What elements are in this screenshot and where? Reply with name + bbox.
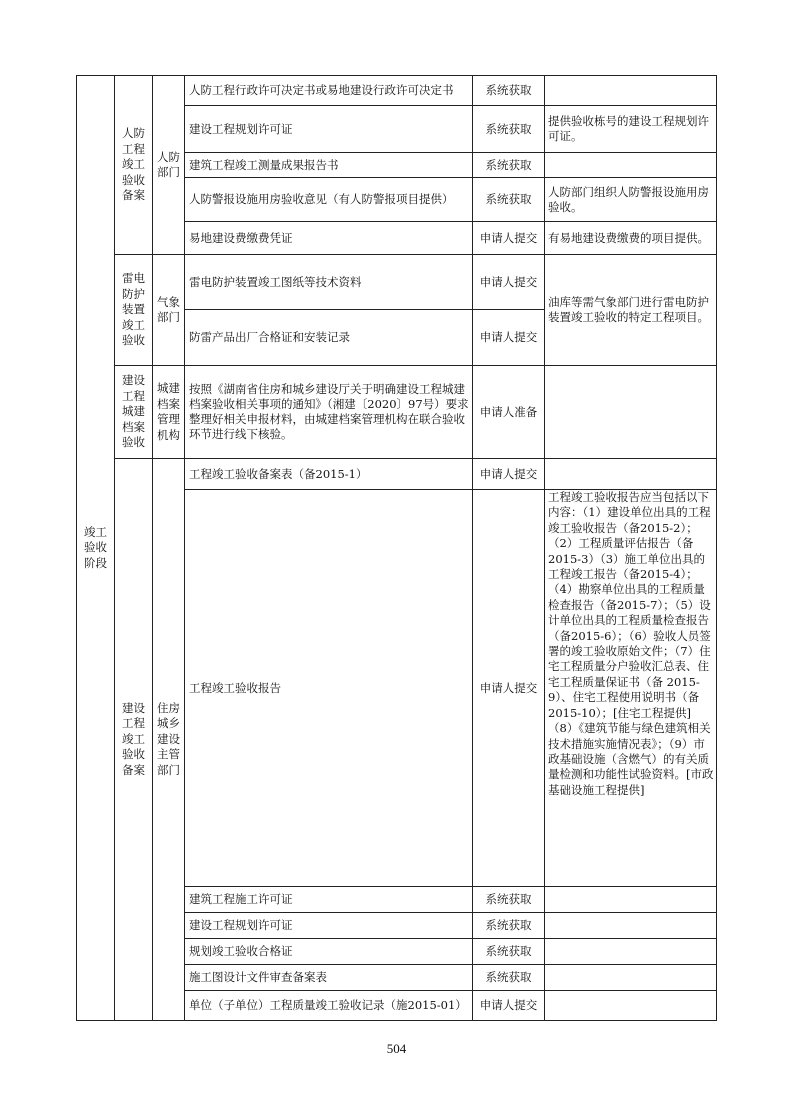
- material-cell: 人防警报设施用房验收意见（有人防警报项目提供）: [185, 178, 473, 222]
- source-cell: 系统获取: [473, 913, 545, 939]
- source-cell: 申请人提交: [473, 459, 545, 490]
- table-row: [77, 76, 717, 106]
- note-cell-report-contents: 工程竣工验收报告应当包括以下内容：（1）建设单位出具的工程竣工验收报告（备2015-2）；（2）工程质量评估报告（备2015-3）（3）施工单位出具的工程竣工报告（备2015-4）；（4）勘察单位出具的工程质量检查报告（备2015-7）；（5）设计单位出具的工程质量检查报告（备2015-6）；（6）验收人员签署的竣工验收原始文件；（7）住宅工程质量分户验收汇总表、住宅工程质量保证书（备 2015-9）、住宅工程使用说明书（备2015-10）；[住宅工程提供]（8）《建筑节能与绿色建筑相关技术措施实施情况表》；（9）市政基础设施（含燃气）的有关质量检测和功能性试验资料。[市政基础设施工程提供]: [545, 490, 717, 887]
- source-cell: 系统获取: [473, 965, 545, 991]
- department-cell-renfang: 人防部门: [153, 76, 185, 255]
- source-cell: 系统获取: [473, 887, 545, 913]
- note-cell: [545, 991, 717, 1021]
- material-cell: 雷电防护装置竣工图纸等技术资料: [185, 255, 473, 310]
- category-cell-renfang: 人防工程竣工验收备案: [115, 76, 153, 255]
- source-cell: 申请人提交: [473, 490, 545, 887]
- table-row: [77, 255, 717, 310]
- table-row: [77, 366, 717, 459]
- source-cell: 系统获取: [473, 178, 545, 222]
- material-cell: 施工图设计文件审查备案表: [185, 965, 473, 991]
- note-cell: 提供验收栋号的建设工程规划许可证。: [545, 106, 717, 153]
- stage-cell: 竣工验收阶段: [77, 76, 115, 1021]
- department-cell-dangan: 城建档案管理机构: [153, 366, 185, 459]
- note-cell: 油库等需气象部门进行雷电防护装置竣工验收的特定工程项目。: [545, 255, 717, 366]
- note-cell: [545, 939, 717, 965]
- category-cell-leidian: 雷电防护装置竣工验收: [115, 255, 153, 366]
- note-cell: 有易地建设费缴费的项目提供。: [545, 222, 717, 255]
- material-cell: 建筑工程施工许可证: [185, 887, 473, 913]
- material-cell: 规划竣工验收合格证: [185, 939, 473, 965]
- acceptance-materials-table: [76, 75, 717, 1021]
- material-cell: 建筑工程竣工测量成果报告书: [185, 153, 473, 178]
- source-cell: 系统获取: [473, 153, 545, 178]
- table-row: [77, 459, 717, 490]
- note-cell: [545, 76, 717, 106]
- category-cell-dangan: 建设工程城建档案验收: [115, 366, 153, 459]
- source-cell: 申请人提交: [473, 222, 545, 255]
- source-cell: 系统获取: [473, 76, 545, 106]
- material-cell: 易地建设费缴费凭证: [185, 222, 473, 255]
- source-cell: 申请人提交: [473, 255, 545, 310]
- source-cell: 申请人提交: [473, 310, 545, 366]
- material-cell: 工程竣工验收备案表（备2015-1）: [185, 459, 473, 490]
- material-cell: 工程竣工验收报告: [185, 490, 473, 887]
- department-cell-jianshe: 住房城乡建设主管部门: [153, 459, 185, 1021]
- source-cell: 申请人准备: [473, 366, 545, 459]
- note-cell: [545, 459, 717, 490]
- material-cell: 按照《湖南省住房和城乡建设厅关于明确建设工程城建档案验收相关事项的通知》（湘建〔2020〕97号）要求整理好相关申报材料，由城建档案管理机构在联合验收环节进行线下核验。: [185, 366, 473, 459]
- material-cell: 人防工程行政许可决定书或易地建设行政许可决定书: [185, 76, 473, 106]
- note-cell: [545, 366, 717, 459]
- material-cell: 建设工程规划许可证: [185, 106, 473, 153]
- note-cell: [545, 887, 717, 913]
- material-cell: 单位（子单位）工程质量竣工验收记录（施2015-01）: [185, 991, 473, 1021]
- material-cell: 建设工程规划许可证: [185, 913, 473, 939]
- source-cell: 申请人提交: [473, 991, 545, 1021]
- page-number: 504: [386, 1041, 407, 1056]
- note-cell: [545, 965, 717, 991]
- material-cell: 防雷产品出厂合格证和安装记录: [185, 310, 473, 366]
- note-cell: 人防部门组织人防警报设施用房验收。: [545, 178, 717, 222]
- note-cell: [545, 913, 717, 939]
- note-cell: [545, 153, 717, 178]
- source-cell: 系统获取: [473, 106, 545, 153]
- department-cell-leidian: 气象部门: [153, 255, 185, 366]
- source-cell: 系统获取: [473, 939, 545, 965]
- category-cell-jianshe: 建设工程竣工验收备案: [115, 459, 153, 1021]
